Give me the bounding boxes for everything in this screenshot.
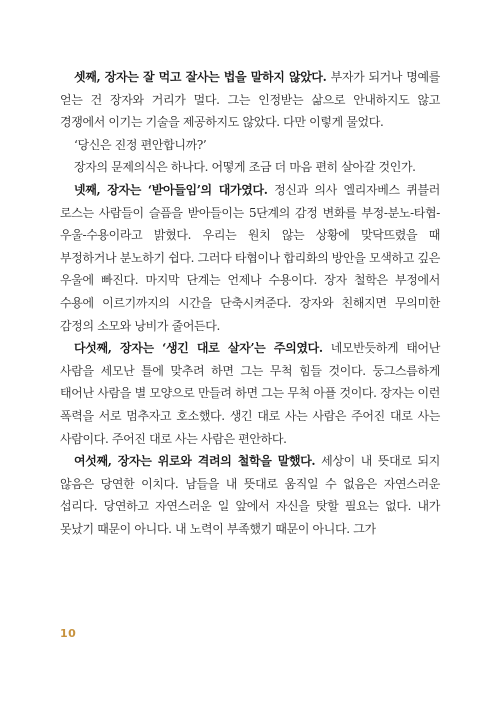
paragraph-third — [60, 66, 440, 134]
paragraph-lead: 넷째, 장자는 ‘받아들임’의 대가였다. — [74, 182, 268, 197]
paragraph-summary: 장자의 문제의식은 하나다. 어떻게 조금 더 마음 편히 살아갈 것인가. — [74, 160, 416, 175]
quote-line: ‘당신은 진정 편안합니까?’ — [74, 137, 207, 152]
paragraph-lead: 다섯째, 장자는 ‘생긴 대로 살자’는 주의였다. — [74, 341, 323, 356]
paragraph-text: 세상이 내 뜻대로 되지 않음은 당연한 이치다. 남들을 내 뜻대로 움직일 수 없음은 자연스러운 섭리다. 당연하고 자연스러운 일 앞에서 자신을 탓할 필요는 없다. 내가 못났기 때문이 아니다. 내 노력이 부족했기 때문이 아니다. 그가 — [60, 454, 440, 536]
paragraph-lead: 여섯째, 장자는 위로와 격려의 철학을 말했다. — [74, 454, 316, 469]
paragraph-fifth — [60, 337, 440, 450]
paragraph-text: 부자가 되거나 명예를 얻는 건 장자와 거리가 멀다. 그는 인정받는 삶으로 안내하지도 않고 경쟁에서 이기는 기술을 제공하지도 않았다. 다만 이렇게 물었다. — [60, 70, 440, 130]
paragraph-text: 정신과 의사 엘리자베스 퀴블러 로스는 사람들이 슬픔을 받아들이는 5단계의 감정 변화를 부정-분노-타협-우울-수용이라고 밝혔다. 우리는 원치 않는 상황에 맞닥뜨렸을 때 부정하거나 분노하기 쉽다. 그러다 타협이나 합리화의 방안을 모색하고 깊은 우울에 빠진다. 마지막 단계는 언제나 수용이다. 장자 철학은 부정에서 수용에 이르기까지의 시간을 단축시켜준다. 장자와 친해지면 무의미한 감정의 소모와 낭비가 줄어든다. — [60, 182, 440, 333]
paragraph-lead: 셋째, 장자는 잘 먹고 잘사는 법을 말하지 않았다. — [74, 70, 327, 84]
paragraph-sixth — [60, 450, 440, 540]
page-number: 10 — [60, 627, 77, 640]
paragraph-fourth — [60, 179, 440, 337]
paragraph-text: 네모반듯하게 태어난 사람을 세모난 틀에 맞추려 하면 그는 무척 힘들 것이다. 둥그스름하게 태어난 사람을 별 모양으로 만들려 하면 그는 무척 아플 것이다. 장자는 이런 폭력을 서로 멈추자고 호소했다. 생긴 대로 사는 사람은 주어진 대로 사는 사람이다. 주어진 대로 사는 사람은 편안하다. — [60, 341, 440, 446]
page-body — [60, 66, 440, 540]
